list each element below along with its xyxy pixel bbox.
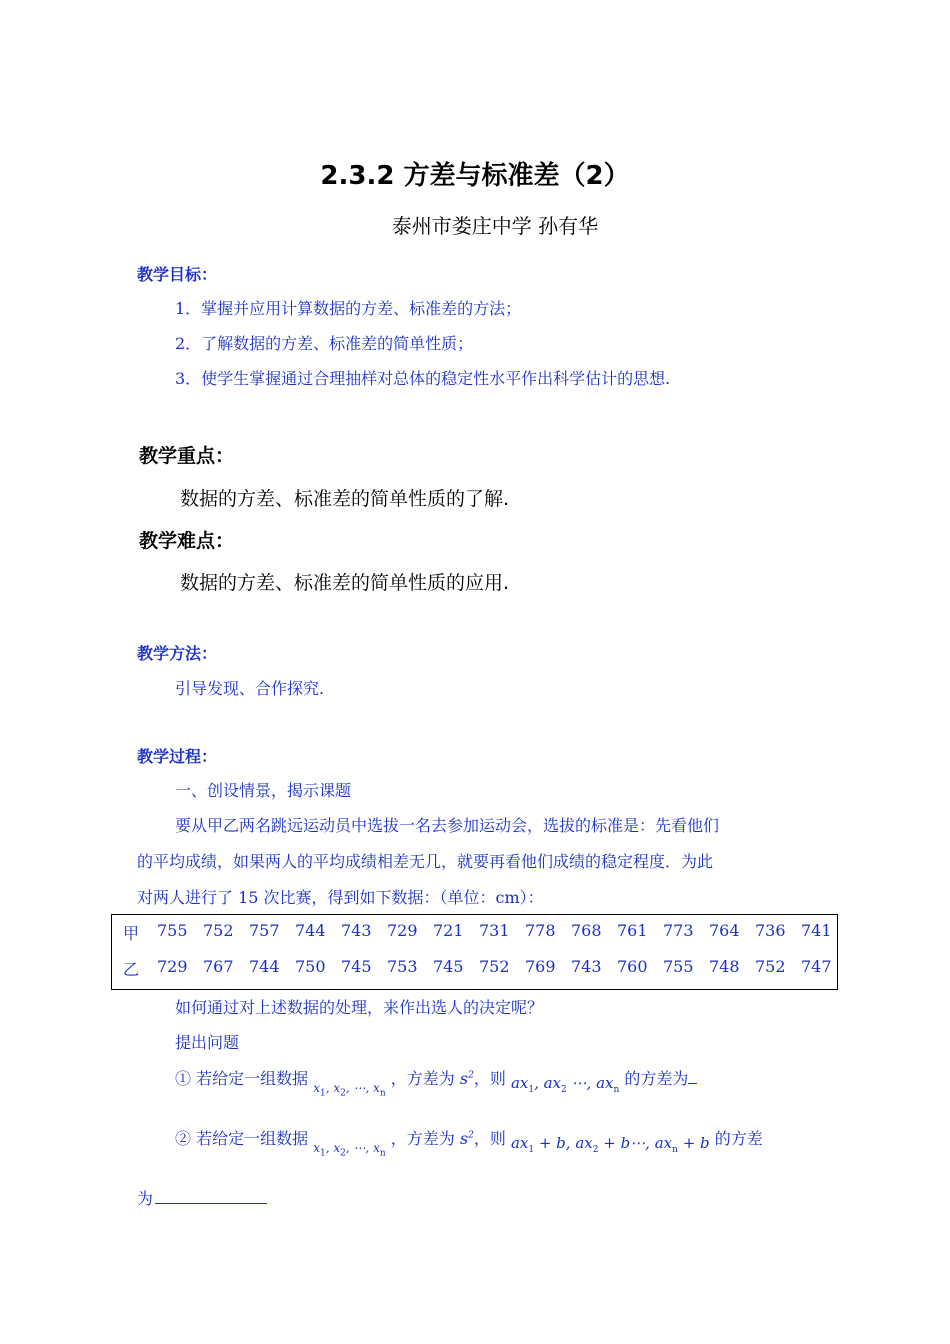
- q2-data-set-formula: x1, x2, ⋯, xn: [313, 1141, 386, 1159]
- section-1-title: 一、创设情景，揭示课题: [175, 781, 352, 800]
- table-cell: 755: [663, 957, 694, 976]
- table-cell: 744: [249, 957, 280, 976]
- intro-paragraph-line-3: 对两人进行了 15 次比赛，得到如下数据：（单位：cm）：: [137, 888, 544, 907]
- table-cell: 757: [249, 921, 280, 940]
- table-cell: 729: [387, 921, 418, 940]
- key-points-heading: 教学重点：: [139, 445, 235, 467]
- difficulties-heading: 教学难点：: [139, 530, 235, 552]
- row-label-jia: 甲: [123, 924, 140, 943]
- objective-item-1: 1．掌握并应用计算数据的方差、标准差的方法；: [175, 299, 522, 318]
- decision-question: 如何通过对上述数据的处理，来作出选人的决定呢？: [175, 998, 544, 1017]
- table-cell: 721: [433, 921, 464, 940]
- table-cell: 748: [709, 957, 740, 976]
- question-1: [175, 1066, 697, 1099]
- objective-item-3: 3．使学生掌握通过合理抽样对总体的稳定性水平作出科学估计的思想.: [175, 369, 671, 388]
- table-row-yi: [112, 957, 837, 993]
- q2-suffix: 的方差: [714, 1129, 763, 1148]
- objective-item-2: 2．了解数据的方差、标准差的简单性质；: [175, 334, 474, 353]
- q2-prefix: ② 若给定一组数据: [175, 1129, 309, 1148]
- q1-transformed-formula: $ax_1$, $ax_2$ ⋯, $ax_n$: [510, 1074, 620, 1095]
- table-cell: 743: [571, 957, 602, 976]
- table-cell: 753: [387, 957, 418, 976]
- process-heading: 教学过程：: [137, 747, 218, 766]
- table-cell: 752: [479, 957, 510, 976]
- q1-suffix: 的方差为: [624, 1069, 689, 1088]
- page-title: 2.3.2 方差与标准差（2）: [320, 161, 630, 191]
- q1-then: ，则: [473, 1069, 506, 1088]
- question-2: [175, 1126, 763, 1159]
- q1-data-set-formula: x1, x2, ⋯, xn: [313, 1081, 386, 1099]
- table-cell: 769: [525, 957, 556, 976]
- table-cell: 750: [295, 957, 326, 976]
- table-row-jia: [112, 921, 837, 957]
- q1-mid: ，方差为: [390, 1069, 455, 1088]
- q2-then: ，则: [473, 1129, 506, 1148]
- table-cell: 745: [433, 957, 464, 976]
- question-2-continuation: [137, 1186, 267, 1209]
- table-cell: 747: [801, 957, 832, 976]
- table-cell: 752: [203, 921, 234, 940]
- table-cell: 741: [801, 921, 832, 940]
- key-points-text: 数据的方差、标准差的简单性质的了解.: [180, 488, 510, 510]
- methods-heading: 教学方法：: [137, 644, 218, 663]
- intro-paragraph-line-2: 的平均成绩，如果两人的平均成绩相差无几，就要再看他们成绩的稳定程度．为此: [137, 852, 714, 871]
- q2-transformed-formula: $ax_1 + b$, $ax_2$ + b⋯, $ax_n + b$: [510, 1134, 710, 1155]
- table-cell: 729: [157, 957, 188, 976]
- author-line: 泰州市娄庄中学 孙有华: [391, 214, 599, 238]
- table-cell: 744: [295, 921, 326, 940]
- table-cell: 768: [571, 921, 602, 940]
- table-cell: 761: [617, 921, 648, 940]
- table-cell: 731: [479, 921, 510, 940]
- table-cell: 767: [203, 957, 234, 976]
- table-cell: 736: [755, 921, 786, 940]
- table-cell: 773: [663, 921, 694, 940]
- table-cell: 764: [709, 921, 740, 940]
- q2-wrap: 为: [137, 1189, 154, 1208]
- table-cell: 755: [157, 921, 188, 940]
- table-cell: 743: [341, 921, 372, 940]
- raise-question-label: 提出问题: [175, 1033, 240, 1052]
- table-cell: 778: [525, 921, 556, 940]
- objectives-heading: 教学目标：: [137, 265, 218, 284]
- jump-data-table: [111, 914, 838, 990]
- q2-mid: ，方差为: [390, 1129, 455, 1148]
- methods-text: 引导发现、合作探究.: [175, 679, 325, 698]
- table-cell: 760: [617, 957, 648, 976]
- q1-prefix: ① 若给定一组数据: [175, 1069, 309, 1088]
- q2-variance-symbol: $s^2$: [459, 1129, 474, 1148]
- row-label-yi: 乙: [123, 960, 140, 979]
- q2-answer-blank[interactable]: [155, 1189, 267, 1204]
- q1-variance-symbol: $s^2$: [459, 1069, 474, 1088]
- difficulties-text: 数据的方差、标准差的简单性质的应用.: [180, 572, 510, 594]
- q1-answer-blank[interactable]: [688, 1069, 697, 1084]
- table-cell: 752: [755, 957, 786, 976]
- table-cell: 745: [341, 957, 372, 976]
- intro-paragraph-line-1: 要从甲乙两名跳远运动员中选拔一名去参加运动会，选拔的标准是：先看他们: [175, 816, 720, 835]
